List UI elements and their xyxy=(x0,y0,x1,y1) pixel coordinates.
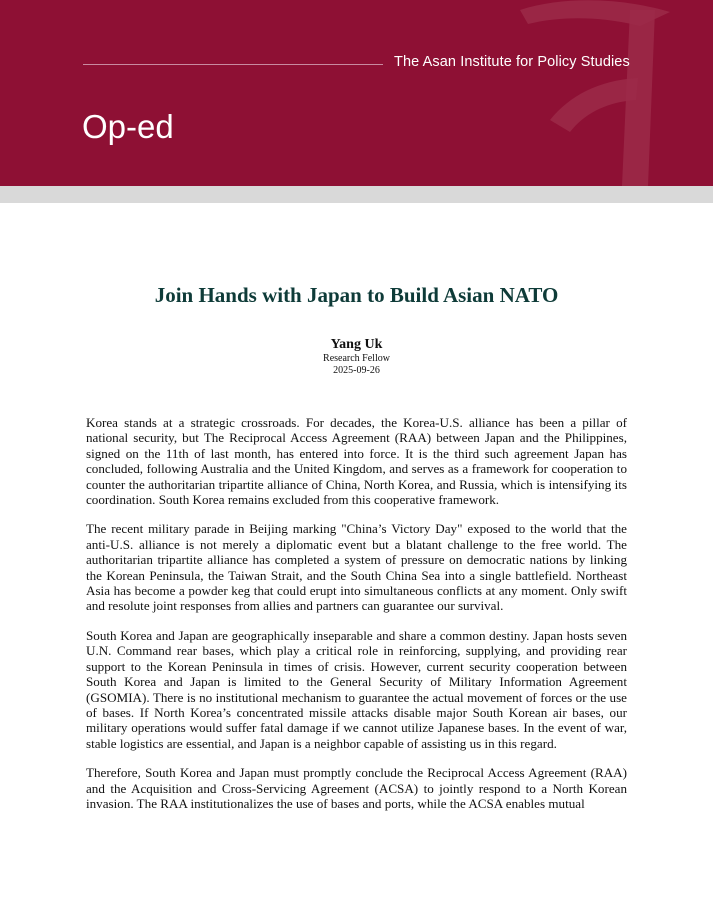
header-rule xyxy=(83,64,383,65)
header-divider-band xyxy=(0,186,713,203)
paragraph: Therefore, South Korea and Japan must promptly conclude the Reciprocal Access Agreement (RAA) and the Acquisition and Cross-Servicing Agreement (ACSA) to jointly respond to a North Korean invasion. The RAA institutionalizes the use of bases and ports, while the ACSA enables mutual xyxy=(86,765,627,811)
article-title: Join Hands with Japan to Build Asian NATO xyxy=(154,283,559,307)
paragraph: The recent military parade in Beijing marking "China’s Victory Day" exposed to the world that the anti-U.S. alliance is not merely a diplomatic event but a blatant challenge to the free world. The authoritarian tripartite alliance has completed a system of pressure on democratic nations by linking the Korean Peninsula, the Taiwan Strait, and the South China Sea into a single battlefield. Northeast Asia has become a powder keg that could erupt into simultaneous conflicts at any moment. Only swift and resolute joint responses from allies and partners can guarantee our survival. xyxy=(86,521,627,614)
paragraph: South Korea and Japan are geographically inseparable and share a common destiny. Japan hosts seven U.N. Command rear bases, which play a critical role in reinforcing, supplying, and providing rear support to the Korean Peninsula in times of crisis. However, current security cooperation between South Korea and Japan is limited to the General Security of Military Information Agreement (GSOMIA). There is no institutional mechanism to guarantee the actual movement of forces or the use of bases. If North Korea’s concentrated missile attacks disable major South Korean air bases, our military operations would suffer fatal damage if we cannot utilize Japanese bases. In the event of war, stable logistics are essential, and Japan is a neighbor capable of assisting us in this regard. xyxy=(86,627,627,751)
author-name: Yang Uk xyxy=(330,337,383,352)
page-header xyxy=(0,0,713,186)
author-role: Research Fellow xyxy=(323,353,390,364)
institute-name: The Asan Institute for Policy Studies xyxy=(394,54,630,70)
article-body xyxy=(86,415,627,825)
asan-logo-watermark xyxy=(480,0,713,186)
byline xyxy=(0,336,713,377)
publication-date: 2025-09-26 xyxy=(333,365,380,376)
document-type: Op-ed xyxy=(82,108,174,145)
paragraph: Korea stands at a strategic crossroads. For decades, the Korea-U.S. alliance has been a pillar of national security, but The Reciprocal Access Agreement (RAA) between Japan and the Philippines, signed on the 11th of last month, has entered into force. It is the third such agreement Japan has concluded, following Australia and the United Kingdom, and serves as a framework for cooperation to counter the authoritarian tripartite alliance of China, North Korea, and Russia, which is intensifying its coordination. South Korea remains excluded from this cooperative framework. xyxy=(86,415,627,508)
